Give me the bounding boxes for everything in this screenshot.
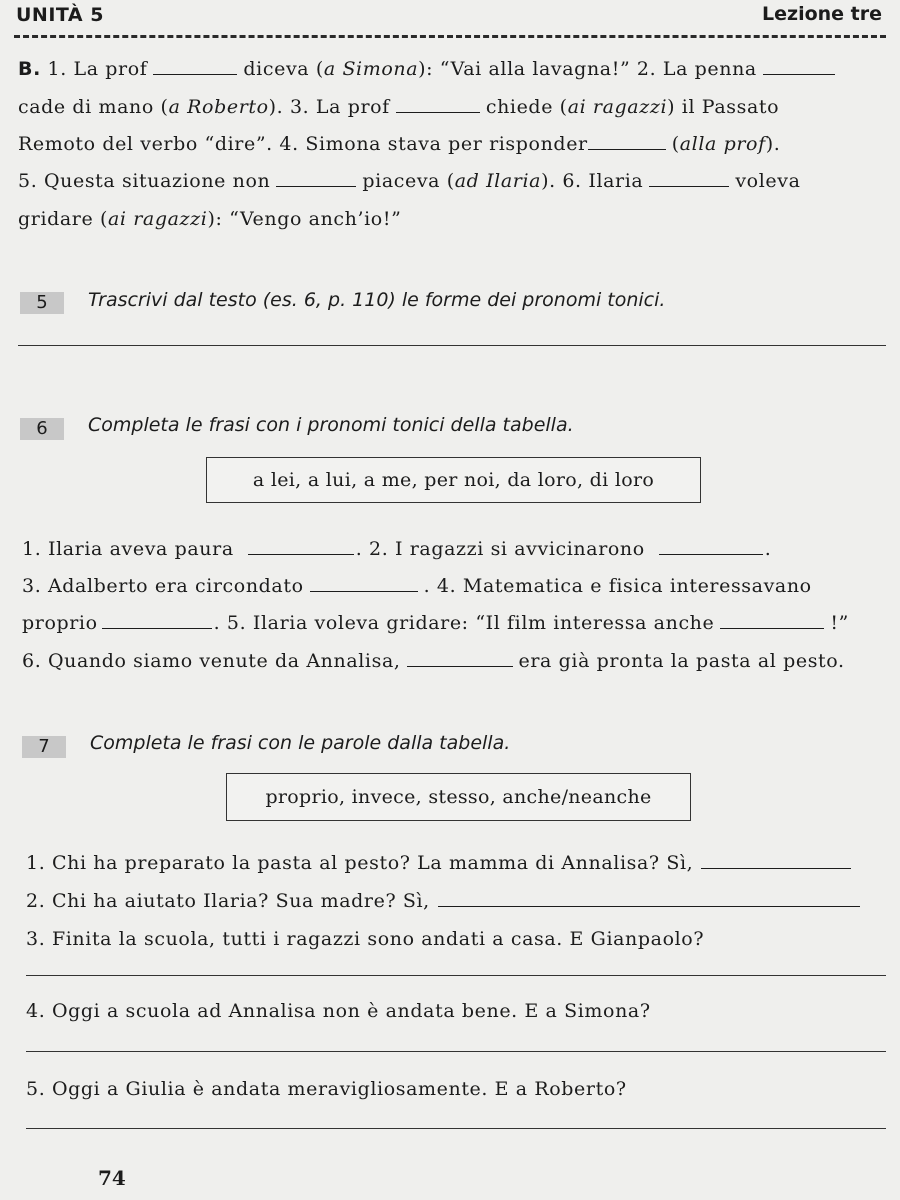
text: . 5. Ilaria voleva gridare: “Il film interessa anche	[213, 612, 715, 634]
text: 1. Chi ha preparato la pasta al pesto? La mamma di Annalisa? Sì,	[26, 852, 694, 874]
text: gridare (	[18, 208, 108, 230]
blank-field[interactable]	[588, 135, 666, 150]
text: 2. Chi ha aiutato Ilaria? Sua madre? Sì,	[26, 890, 430, 912]
blank-field[interactable]	[102, 614, 212, 629]
exercise-b-line-3	[18, 133, 780, 155]
exercise-6-line-4	[22, 650, 845, 672]
exercise-7-q3	[26, 928, 704, 950]
lesson-title: Lezione tre	[762, 3, 882, 25]
exercise-7-q4	[26, 1000, 651, 1022]
blank-field[interactable]	[407, 652, 513, 667]
exercise-6-instruction: Completa le frasi con i pronomi tonici della tabella.	[88, 414, 574, 436]
blank-field[interactable]	[763, 60, 835, 75]
text: . 2. I ragazzi si avvicinarono	[355, 538, 645, 560]
text: a Simona	[323, 58, 419, 80]
text: cade di mano (	[18, 96, 169, 118]
text: 1. La prof	[47, 58, 148, 80]
text: ). 6. Ilaria	[541, 170, 644, 192]
text: 3. Finita la scuola, tutti i ragazzi sono andati a casa. E Gianpaolo?	[26, 928, 705, 950]
text: .	[764, 538, 772, 560]
exercise-7-q5	[26, 1078, 627, 1100]
answer-line[interactable]	[26, 1128, 886, 1129]
exercise-6-line-3	[22, 612, 849, 634]
text: ai ragazzi	[567, 96, 668, 118]
text: era già pronta la pasta al pesto.	[518, 650, 845, 672]
exercise-6-number: 6	[20, 418, 64, 440]
exercise-b-line-1	[18, 58, 841, 80]
exercise-7-instruction: Completa le frasi con le parole dalla tabella.	[90, 732, 511, 754]
text: ) il Passato	[667, 96, 780, 118]
answer-line[interactable]	[18, 345, 886, 346]
words-box: proprio, invece, stesso, anche/neanche	[226, 773, 691, 821]
text: !”	[830, 612, 849, 634]
page-number: 74	[98, 1166, 126, 1190]
blank-field[interactable]	[701, 854, 851, 869]
blank-field[interactable]	[248, 540, 354, 555]
pronoun-word-box: a lei, a lui, a me, per noi, da loro, di loro	[206, 457, 701, 503]
exercise-6-line-1	[22, 538, 771, 560]
exercise-b-label: B.	[18, 58, 41, 80]
blank-field[interactable]	[720, 614, 824, 629]
exercise-5-instruction: Trascrivi dal testo (es. 6, p. 110) le forme dei pronomi tonici.	[88, 289, 666, 311]
text: 4. Oggi a scuola ad Annalisa non è andata bene. E a Simona?	[26, 1000, 651, 1022]
text: voleva	[735, 170, 801, 192]
text: proprio	[22, 612, 98, 634]
text: 5. Questa situazione non	[18, 170, 271, 192]
answer-line[interactable]	[26, 975, 886, 976]
blank-field[interactable]	[649, 172, 729, 187]
blank-field[interactable]	[153, 60, 237, 75]
text: alla prof	[679, 133, 766, 155]
blank-field[interactable]	[396, 98, 480, 113]
text: Remoto del verbo “dire”. 4. Simona stava per risponder	[18, 133, 588, 155]
exercise-7-q2	[26, 890, 866, 912]
text: 6. Quando siamo venute da Annalisa,	[22, 650, 401, 672]
exercise-5-number: 5	[20, 292, 64, 314]
exercise-b-line-2	[18, 96, 779, 118]
text: 1. Ilaria aveva paura	[22, 538, 234, 560]
blank-field[interactable]	[276, 172, 356, 187]
blank-field[interactable]	[659, 540, 763, 555]
unit-title: UNITÀ 5	[16, 4, 104, 26]
text: ): “Vai alla lavagna!” 2. La penna	[418, 58, 757, 80]
header-divider	[14, 35, 886, 38]
exercise-b-line-4	[18, 170, 801, 192]
text: (	[671, 133, 680, 155]
blank-field[interactable]	[438, 892, 860, 907]
text: . 4. Matematica e fisica interessavano	[423, 575, 812, 597]
exercise-7-number: 7	[22, 736, 66, 758]
text: ).	[765, 133, 781, 155]
text: ai ragazzi	[108, 208, 208, 230]
text: piaceva (	[362, 170, 455, 192]
answer-line[interactable]	[26, 1051, 886, 1052]
exercise-7-q1	[26, 852, 857, 874]
text: chiede (	[485, 96, 568, 118]
exercise-6-line-2	[22, 575, 812, 597]
text: 3. Adalberto era circondato	[22, 575, 304, 597]
text: ). 3. La prof	[268, 96, 390, 118]
text: ad Ilaria	[454, 170, 542, 192]
blank-field[interactable]	[310, 577, 418, 592]
text: ): “Vengo anch’io!”	[207, 208, 402, 230]
exercise-b-line-5	[18, 208, 401, 230]
text: a Roberto	[168, 96, 269, 118]
text: diceva (	[243, 58, 324, 80]
text: 5. Oggi a Giulia è andata meravigliosamente. E a Roberto?	[26, 1078, 627, 1100]
